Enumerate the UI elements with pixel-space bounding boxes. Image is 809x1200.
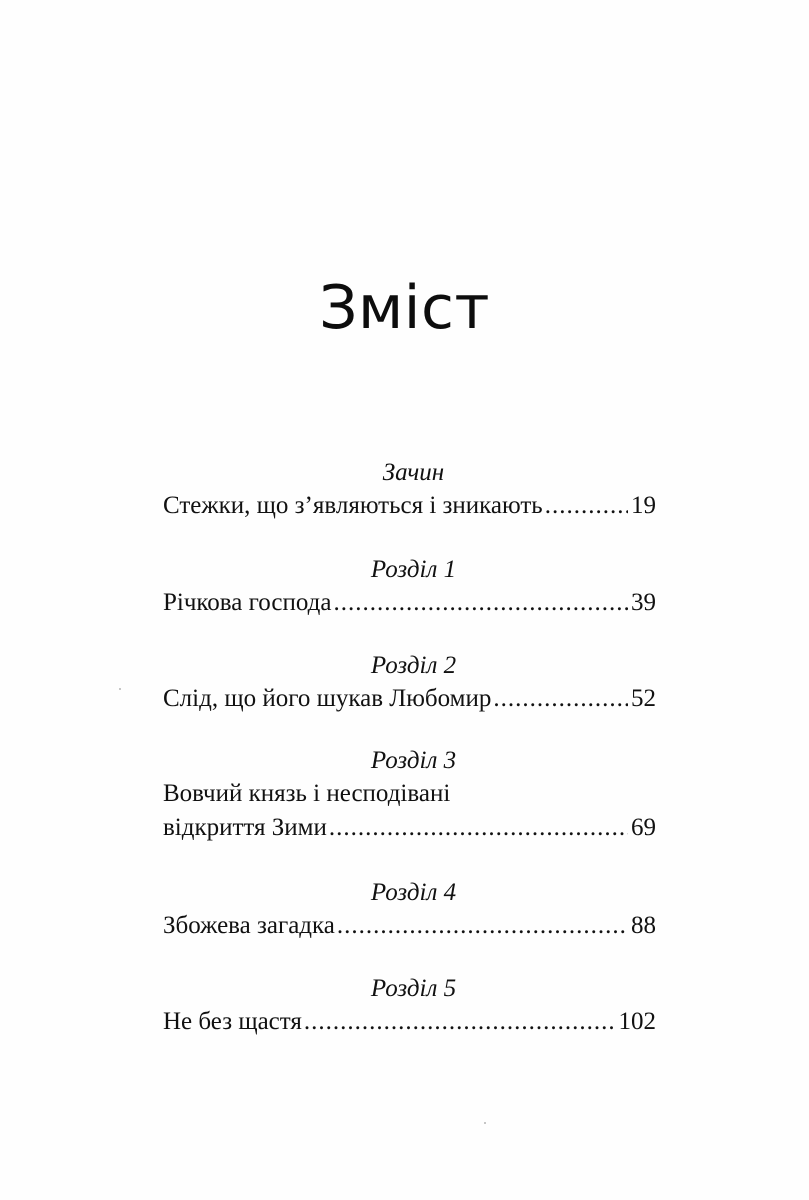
dot-leader: [333, 586, 628, 620]
page-number: 69: [631, 814, 656, 841]
page-number: 19: [631, 492, 656, 519]
page-number: 88: [631, 912, 656, 939]
entry-title: відкриття Зими: [163, 814, 327, 841]
toc-section-intro: [163, 457, 656, 523]
page-number: 52: [631, 685, 656, 712]
section-heading: Розділ 5: [370, 975, 457, 1002]
dot-leader: [337, 909, 628, 943]
entry-title: Не без щастя: [163, 1008, 302, 1035]
dot-leader: [329, 811, 628, 845]
toc-entry: [163, 586, 656, 620]
page-number: 102: [618, 1008, 656, 1035]
section-heading: Розділ 4: [370, 879, 457, 906]
toc-section-chapter-5: [163, 973, 656, 1039]
dot-leader: [545, 489, 628, 523]
toc-entry: [163, 489, 656, 523]
toc-section-chapter-3: [163, 745, 656, 845]
toc-entry: [163, 1005, 656, 1039]
scan-speck: [484, 1122, 486, 1124]
entry-title: Річкова господа: [163, 589, 332, 616]
entry-title: Стежки, що з’являються і зникають: [163, 492, 543, 519]
page-number: 39: [631, 589, 656, 616]
dot-leader: [304, 1005, 616, 1039]
entry-title: Слід, що його шукав Любомир: [163, 685, 492, 712]
entry-title: Збожева загадка: [163, 912, 335, 939]
entry-title-line: Вовчий князь і несподівані: [163, 780, 451, 807]
toc-section-chapter-4: [163, 877, 656, 943]
toc-entry: [163, 682, 656, 716]
toc-section-chapter-2: [163, 650, 656, 716]
toc-entry: [163, 909, 656, 943]
section-heading: Зачин: [382, 459, 445, 486]
section-heading: Розділ 1: [370, 556, 457, 583]
toc-entry: [163, 811, 656, 845]
scan-speck: [119, 688, 121, 690]
page-title: Зміст: [319, 273, 490, 343]
dot-leader: [493, 682, 628, 716]
toc-section-chapter-1: [163, 554, 656, 620]
section-heading: Розділ 3: [370, 747, 457, 774]
section-heading: Розділ 2: [370, 652, 457, 679]
